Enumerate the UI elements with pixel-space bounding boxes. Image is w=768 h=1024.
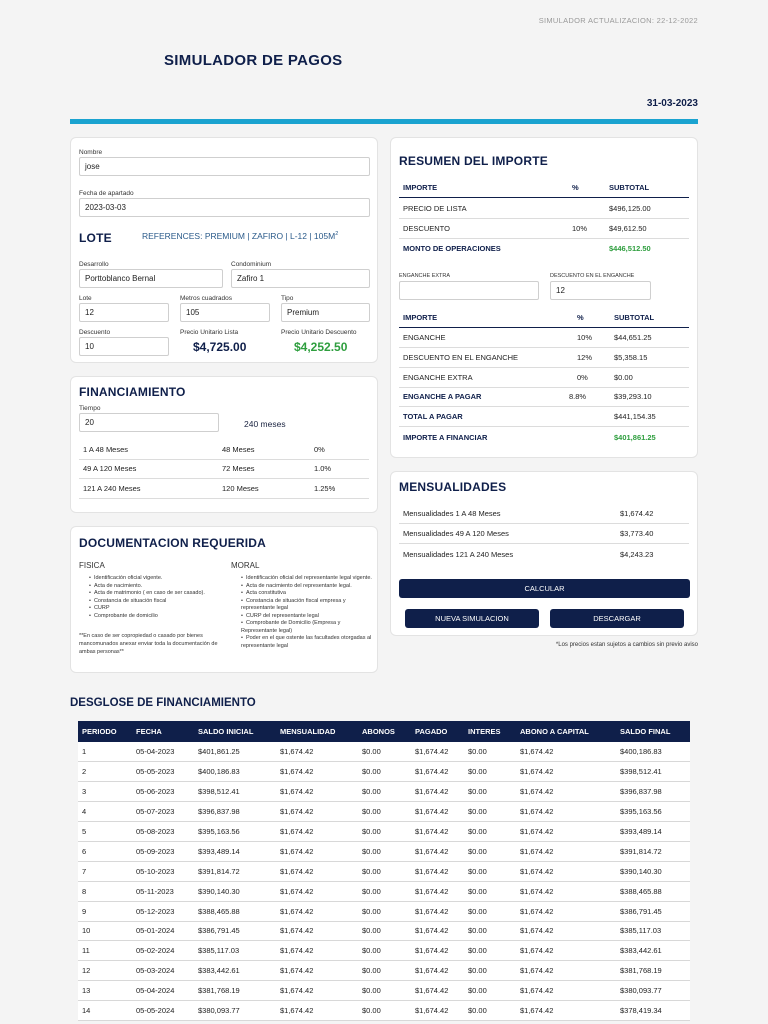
row-value: $0.00 [614, 373, 633, 382]
table-cell: $398,512.41 [194, 782, 276, 802]
mensualidad-row [399, 504, 689, 524]
mensualidades-title: MENSUALIDADES [399, 480, 507, 494]
table-cell: $0.00 [358, 861, 411, 881]
table-cell: $0.00 [358, 822, 411, 842]
table-cell: 05-09-2023 [132, 841, 194, 861]
table-cell: $390,140.30 [194, 881, 276, 901]
desglose-col-header: PERIODO [78, 721, 132, 742]
plazo-rango: 49 A 120 Meses [83, 464, 137, 473]
row-value: $441,154.35 [614, 412, 656, 421]
plazo-row [79, 459, 369, 479]
table-cell: 3 [78, 782, 132, 802]
price-disclaimer: *Los precios estan sujetos a cambios sin previo aviso [555, 642, 698, 648]
table-cell: $0.00 [464, 762, 516, 782]
table-cell: $1,674.42 [276, 841, 358, 861]
table-cell: 05-07-2023 [132, 802, 194, 822]
table-cell: $393,489.14 [194, 841, 276, 861]
enganche-pagar-row [399, 387, 689, 407]
desglose-col-header: FECHA [132, 721, 194, 742]
condominio-label: Condominium [231, 261, 272, 268]
table-cell: $1,674.42 [516, 802, 616, 822]
table-cell: 10 [78, 921, 132, 941]
financiamiento-title: FINANCIAMIENTO [79, 385, 186, 399]
resumen-card [390, 137, 698, 458]
references-text: REFERENCES: PREMIUM | ZAFIRO | L-12 | 105M [142, 231, 336, 241]
row-value: $1,674.42 [620, 509, 654, 518]
descuento-input[interactable]: 10 [79, 337, 169, 356]
precio-descuento-value: $4,252.50 [294, 340, 348, 354]
desglose-col-header: MENSUALIDAD [276, 721, 358, 742]
table-cell: $1,674.42 [276, 881, 358, 901]
monto-operaciones-row [399, 238, 689, 258]
table-cell: $386,791.45 [616, 901, 690, 921]
desglose-col-header: SALDO FINAL [616, 721, 690, 742]
table-cell: $0.00 [464, 921, 516, 941]
meses-text: 240 meses [244, 419, 286, 429]
row-value: $39,293.10 [614, 392, 652, 401]
table-cell: $0.00 [358, 782, 411, 802]
row-pct: 10% [572, 224, 588, 233]
moral-item: • Poder en el que ostente las facultades otorgadas al representante legal [241, 635, 373, 650]
table-cell: $0.00 [358, 762, 411, 782]
table-cell: 05-03-2024 [132, 961, 194, 981]
table-cell: $1,674.42 [516, 861, 616, 881]
fisica-item: • CURP [89, 605, 224, 613]
lote-label: Lote [79, 295, 92, 302]
plazo-tasa: 0% [314, 445, 325, 454]
row-label: Mensualidades 49 A 120 Meses [403, 529, 509, 538]
desc-enganche-row [399, 348, 689, 368]
tiempo-input[interactable]: 20 [79, 413, 219, 432]
desglose-table [78, 721, 690, 1021]
table-cell: 7 [78, 861, 132, 881]
table-cell: $378,419.34 [616, 1001, 690, 1021]
descargar-button[interactable]: DESCARGAR [550, 609, 684, 628]
table-cell: $1,674.42 [516, 881, 616, 901]
table-cell: 05-11-2023 [132, 881, 194, 901]
nueva-simulacion-button[interactable]: NUEVA SIMULACION [405, 609, 539, 628]
precio-lista-value: $4,725.00 [193, 340, 247, 354]
table-cell: $0.00 [358, 881, 411, 901]
fisica-note: **En caso de ser copropiedad o casado por bienes mancomunados anexar enviar toda la documentación de ambas personas** [79, 633, 218, 655]
plazo-rango: 121 A 240 Meses [83, 484, 141, 493]
table-cell: 13 [78, 981, 132, 1001]
table-row [78, 961, 690, 981]
desglose-col-header: ABONO A CAPITAL [516, 721, 616, 742]
plazo-meses: 48 Meses [222, 445, 255, 454]
table-cell: 5 [78, 822, 132, 842]
desglose-col-header: ABONOS [358, 721, 411, 742]
table-cell: $1,674.42 [411, 961, 464, 981]
table-cell: $0.00 [358, 941, 411, 961]
lote-references [142, 231, 338, 241]
table-cell: $383,442.61 [616, 941, 690, 961]
table-cell: $1,674.42 [516, 782, 616, 802]
fisica-item: • Acta de matrimonio ( en caso de ser casado). [89, 590, 224, 598]
table-cell: $1,674.42 [411, 802, 464, 822]
table-cell: 11 [78, 941, 132, 961]
row-value: $3,773.40 [620, 529, 654, 538]
enganche-extra-label: ENGANCHE EXTRA [399, 273, 451, 279]
lote-input[interactable]: 12 [79, 303, 169, 322]
row-label: ENGANCHE [403, 333, 446, 342]
resumen-title: RESUMEN DEL IMPORTE [399, 154, 548, 168]
table-cell: $1,674.42 [276, 961, 358, 981]
precio-lista-label: Precio Unitario Lista [180, 329, 239, 336]
desc-enganche-input[interactable]: 12 [550, 281, 651, 300]
table-cell: $400,186.83 [194, 762, 276, 782]
table-cell: $1,674.42 [276, 901, 358, 921]
moral-title: MORAL [231, 561, 260, 570]
table-cell: $1,674.42 [276, 782, 358, 802]
row-pct: 12% [577, 353, 593, 362]
desglose-col-header: PAGADO [411, 721, 464, 742]
table-cell: 05-04-2024 [132, 981, 194, 1001]
table-row [78, 941, 690, 961]
table-cell: $395,163.56 [616, 802, 690, 822]
table-cell: $1,674.42 [276, 921, 358, 941]
table-cell: $1,674.42 [276, 822, 358, 842]
row-label: Mensualidades 121 A 240 Meses [403, 549, 514, 559]
table-row [78, 841, 690, 861]
plazo-tasa: 1.25% [314, 484, 336, 493]
fisica-item: • Constancia de situación fiscal [89, 598, 224, 606]
tipo-input[interactable]: Premium [281, 303, 370, 322]
table-cell: $1,674.42 [516, 822, 616, 842]
table-row [78, 1001, 690, 1021]
table-cell: $0.00 [358, 961, 411, 981]
row-value: $44,651.25 [614, 333, 652, 342]
table-cell: $1,674.42 [411, 881, 464, 901]
table-cell: $0.00 [358, 802, 411, 822]
row-pct: 0% [577, 373, 588, 382]
table-cell: $0.00 [464, 841, 516, 861]
table-row [78, 881, 690, 901]
documentacion-title: DOCUMENTACION REQUERIDA [79, 536, 267, 550]
col-porcentaje: % [577, 313, 584, 322]
table-cell: $1,674.42 [276, 742, 358, 762]
fisica-item: • Identificación oficial vigente. [89, 575, 224, 583]
table-cell: $381,768.19 [616, 961, 690, 981]
row-label: ENGANCHE A PAGAR [403, 392, 482, 401]
table-cell: $396,837.98 [616, 782, 690, 802]
table-cell: $1,674.42 [411, 841, 464, 861]
documentacion-card [70, 526, 378, 673]
row-value: $5,358.15 [614, 353, 648, 362]
table-cell: 2 [78, 762, 132, 782]
nombre-label: Nombre [79, 149, 103, 156]
moral-item: • Acta constitutiva [241, 590, 373, 598]
table-cell: 12 [78, 961, 132, 981]
table-cell: $1,674.42 [276, 941, 358, 961]
table-cell: $1,674.42 [411, 822, 464, 842]
table-cell: 05-08-2023 [132, 822, 194, 842]
row-value: $4,243.23 [620, 549, 654, 559]
table-cell: $381,768.19 [194, 981, 276, 1001]
table-cell: $0.00 [358, 901, 411, 921]
desglose-col-header: SALDO INICIAL [194, 721, 276, 742]
table-cell: $1,674.42 [411, 941, 464, 961]
row-value: $496,125.00 [609, 204, 651, 213]
table-cell: $385,117.03 [194, 941, 276, 961]
table-cell: $1,674.42 [516, 742, 616, 762]
table-cell: $1,674.42 [276, 762, 358, 782]
desarrollo-input[interactable]: Porttoblanco Bernal [79, 269, 223, 288]
precio-lista-row [399, 199, 689, 219]
fisica-item: • Acta de nacimiento. [89, 583, 224, 591]
fecha-label: Fecha de apartado [79, 190, 134, 197]
row-label: IMPORTE A FINANCIAR [403, 432, 488, 442]
tiempo-label: Tiempo [79, 405, 101, 412]
table-cell: $388,465.88 [616, 881, 690, 901]
table-cell: $1,674.42 [276, 1001, 358, 1021]
table-cell: 4 [78, 802, 132, 822]
current-date: 31-03-2023 [646, 98, 698, 109]
table-cell: $0.00 [464, 901, 516, 921]
col-subtotal: SUBTOTAL [614, 313, 655, 322]
table-cell: $0.00 [464, 981, 516, 1001]
table-cell: $395,163.56 [194, 822, 276, 842]
table-cell: $1,674.42 [411, 981, 464, 1001]
references-sup: 2 [335, 231, 339, 238]
fecha-apartado-input[interactable]: 2023-03-03 [79, 198, 370, 217]
precio-descuento-label: Precio Unitario Descuento [281, 329, 357, 336]
lote-card [70, 137, 378, 363]
plazo-meses: 120 Meses [222, 484, 259, 493]
table-cell: $1,674.42 [516, 921, 616, 941]
table-cell: $401,861.25 [194, 742, 276, 762]
condominio-input[interactable]: Zafiro 1 [231, 269, 370, 288]
row-value: $401,861.25 [614, 432, 656, 442]
table-cell: $1,674.42 [516, 961, 616, 981]
row-label: MONTO DE OPERACIONES [403, 243, 501, 253]
table-cell: $0.00 [464, 1001, 516, 1021]
table-cell: $386,791.45 [194, 921, 276, 941]
metros-label: Metros cuadrados [180, 295, 233, 302]
financiamiento-card [70, 376, 378, 513]
desglose-title: DESGLOSE DE FINANCIAMIENTO [70, 697, 256, 709]
desglose-header-row [78, 721, 690, 742]
table-cell: $0.00 [464, 782, 516, 802]
plazo-tasa: 1.0% [314, 464, 332, 473]
lote-title: LOTE [79, 231, 112, 245]
row-value: $446,512.50 [609, 243, 651, 253]
table-cell: $383,442.61 [194, 961, 276, 981]
plazo-rango: 1 A 48 Meses [83, 445, 129, 454]
table-cell: $391,814.72 [194, 861, 276, 881]
plazo-row [79, 479, 369, 499]
table-cell: $1,674.42 [516, 1001, 616, 1021]
enganche-header [399, 308, 689, 328]
row-pct: 10% [577, 333, 593, 342]
table-row [78, 861, 690, 881]
mensualidad-row [399, 544, 689, 564]
table-cell: $0.00 [464, 822, 516, 842]
moral-item: • Identificación oficial del representante legal vigente. [241, 575, 373, 583]
table-row [78, 921, 690, 941]
metros-input[interactable]: 105 [180, 303, 270, 322]
desglose-body [78, 742, 690, 1020]
table-cell: $380,093.77 [616, 981, 690, 1001]
table-cell: 6 [78, 841, 132, 861]
table-cell: $1,674.42 [516, 981, 616, 1001]
col-porcentaje: % [572, 183, 579, 192]
table-cell: $398,512.41 [616, 762, 690, 782]
table-cell: 05-12-2023 [132, 901, 194, 921]
descuento-row [399, 219, 689, 239]
table-cell: $391,814.72 [616, 841, 690, 861]
table-cell: $385,117.03 [616, 921, 690, 941]
desc-enganche-label: DESCUENTO EN EL ENGANCHE [550, 273, 635, 279]
header-divider [70, 119, 698, 124]
table-cell: $0.00 [358, 921, 411, 941]
table-cell: 14 [78, 1001, 132, 1021]
table-cell: $1,674.42 [276, 802, 358, 822]
mensualidades-card [390, 471, 698, 636]
table-cell: 05-04-2023 [132, 742, 194, 762]
table-row [78, 762, 690, 782]
moral-item: • Constancia de situación fiscal empresa y representante legal [241, 598, 373, 613]
table-cell: $1,674.42 [516, 762, 616, 782]
tipo-label: Tipo [281, 295, 294, 302]
table-cell: 8 [78, 881, 132, 901]
table-row [78, 742, 690, 762]
table-cell: $1,674.42 [411, 1001, 464, 1021]
table-cell: $0.00 [358, 1001, 411, 1021]
table-cell: $1,674.42 [411, 921, 464, 941]
update-note: SIMULADOR ACTUALIZACION: 22-12-2022 [538, 16, 698, 25]
table-row [78, 802, 690, 822]
moral-item: • Acta de nacimiento del representante legal. [241, 583, 373, 591]
table-cell: $400,186.83 [616, 742, 690, 762]
row-label: PRECIO DE LISTA [403, 204, 467, 213]
row-label: Mensualidades 1 A 48 Meses [403, 509, 501, 518]
plazo-row [79, 440, 369, 460]
row-label: DESCUENTO EN EL ENGANCHE [403, 353, 519, 362]
table-cell: $1,674.42 [411, 861, 464, 881]
table-cell: 05-02-2024 [132, 941, 194, 961]
nombre-input[interactable]: jose [79, 157, 370, 176]
table-cell: $1,674.42 [516, 841, 616, 861]
page-title: SIMULADOR DE PAGOS [164, 52, 343, 69]
table-cell: 05-06-2023 [132, 782, 194, 802]
total-pagar-row [399, 407, 689, 427]
table-row [78, 901, 690, 921]
moral-list [241, 575, 373, 650]
table-cell: $388,465.88 [194, 901, 276, 921]
table-cell: $1,674.42 [411, 782, 464, 802]
table-cell: 05-05-2024 [132, 1001, 194, 1021]
table-cell: $0.00 [464, 861, 516, 881]
fisica-item: • Comprobante de domicilio [89, 613, 224, 621]
row-label: DESCUENTO [403, 224, 450, 233]
row-label: TOTAL A PAGAR [403, 412, 463, 421]
col-importe: IMPORTE [403, 183, 438, 192]
table-cell: $390,140.30 [616, 861, 690, 881]
table-cell: $1,674.42 [516, 941, 616, 961]
plazo-meses: 72 Meses [222, 464, 255, 473]
fisica-list [89, 575, 224, 620]
fisica-title: FISICA [79, 561, 105, 570]
desarrollo-label: Desarrollo [79, 261, 109, 268]
table-cell: $0.00 [358, 981, 411, 1001]
table-cell: 05-05-2023 [132, 762, 194, 782]
table-cell: $380,093.77 [194, 1001, 276, 1021]
table-cell: $396,837.98 [194, 802, 276, 822]
moral-item: • Comprobante de Domicilio (Empresa y Representante legal) [241, 620, 373, 635]
table-cell: $0.00 [464, 802, 516, 822]
table-cell: $1,674.42 [411, 901, 464, 921]
resumen-header [399, 178, 689, 198]
descuento-label: Descuento [79, 329, 111, 336]
table-cell: $393,489.14 [616, 822, 690, 842]
table-cell: 05-01-2024 [132, 921, 194, 941]
table-row [78, 981, 690, 1001]
enganche-extra-row [399, 368, 689, 388]
table-cell: $0.00 [358, 742, 411, 762]
table-cell: $1,674.42 [276, 981, 358, 1001]
table-cell: $1,674.42 [411, 742, 464, 762]
row-pct: 8.8% [569, 392, 587, 401]
table-cell: $0.00 [464, 742, 516, 762]
table-row [78, 822, 690, 842]
table-cell: $0.00 [464, 881, 516, 901]
table-cell: $1,674.42 [411, 762, 464, 782]
col-subtotal: SUBTOTAL [609, 183, 650, 192]
table-cell: 9 [78, 901, 132, 921]
row-value: $49,612.50 [609, 224, 647, 233]
col-importe: IMPORTE [403, 313, 438, 322]
table-cell: $0.00 [358, 841, 411, 861]
calcular-button[interactable]: CALCULAR [399, 579, 690, 598]
enganche-extra-input[interactable] [399, 281, 539, 300]
table-cell: $0.00 [464, 961, 516, 981]
table-cell: $0.00 [464, 941, 516, 961]
table-cell: 05-10-2023 [132, 861, 194, 881]
desglose-col-header: INTERES [464, 721, 516, 742]
row-label: ENGANCHE EXTRA [403, 373, 473, 382]
table-cell: $1,674.42 [276, 861, 358, 881]
enganche-row [399, 328, 689, 348]
table-row [78, 782, 690, 802]
mensualidad-row [399, 524, 689, 544]
table-cell: $1,674.42 [516, 901, 616, 921]
table-cell: 1 [78, 742, 132, 762]
moral-item: • CURP del representante legal [241, 613, 373, 621]
importe-financiar-row [399, 427, 689, 447]
